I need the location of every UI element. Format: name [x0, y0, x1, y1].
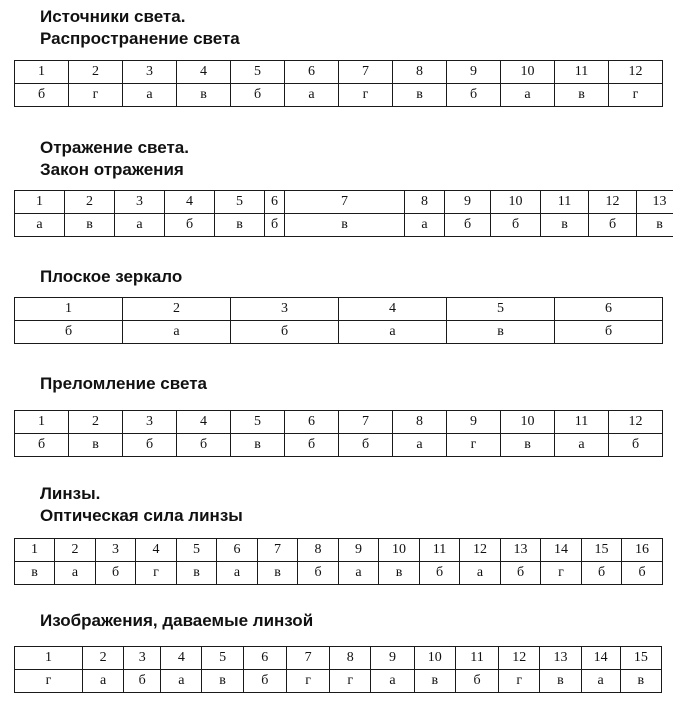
question-number: 1	[15, 191, 65, 214]
answer-cell: а	[581, 670, 620, 693]
answer-cell: б	[298, 562, 339, 585]
question-number: 10	[414, 647, 455, 670]
question-number: 12	[499, 647, 540, 670]
answer-cell: в	[202, 670, 243, 693]
question-number: 11	[420, 539, 460, 562]
answer-cell: в	[555, 84, 609, 107]
question-number: 5	[177, 539, 217, 562]
answer-cell: б	[455, 670, 498, 693]
answer-cell: б	[339, 434, 393, 457]
question-number: 4	[339, 298, 447, 321]
question-number: 14	[541, 539, 582, 562]
question-number: 1	[15, 298, 123, 321]
answer-cell: а	[123, 321, 231, 344]
answers-table-plane-mirror	[14, 297, 663, 344]
question-number: 6	[217, 539, 258, 562]
title-line: Распространение света	[40, 29, 240, 48]
section-title-lenses	[40, 483, 243, 527]
answer-cell: б	[243, 670, 286, 693]
answer-cell: г	[339, 84, 393, 107]
answers-row	[15, 562, 663, 585]
answer-cell: б	[96, 562, 136, 585]
answer-cell: б	[15, 84, 69, 107]
title-line: Источники света.	[40, 7, 186, 26]
question-number: 3	[115, 191, 165, 214]
question-number: 9	[447, 411, 501, 434]
answers-table-reflection	[14, 190, 673, 237]
answer-cell: в	[15, 562, 55, 585]
question-number: 8	[405, 191, 445, 214]
answer-cell: б	[555, 321, 663, 344]
answer-cell: а	[393, 434, 447, 457]
answer-cell: г	[69, 84, 123, 107]
question-number: 2	[55, 539, 96, 562]
answer-cell: г	[286, 670, 329, 693]
answers-row	[15, 214, 673, 237]
answer-cell: б	[15, 434, 69, 457]
answer-cell: а	[161, 670, 202, 693]
question-number: 15	[620, 647, 661, 670]
question-number: 13	[637, 191, 673, 214]
answer-cell: в	[637, 214, 673, 237]
answer-cell: а	[460, 562, 501, 585]
question-number: 8	[330, 647, 371, 670]
answer-cell: а	[501, 84, 555, 107]
title-line: Отражение света.	[40, 138, 189, 157]
title-line: Закон отражения	[40, 160, 184, 179]
answers-row	[15, 321, 663, 344]
question-number: 4	[177, 411, 231, 434]
answer-cell: г	[499, 670, 540, 693]
answer-cell: б	[609, 434, 663, 457]
question-number: 9	[445, 191, 491, 214]
answer-cell: б	[165, 214, 215, 237]
question-number: 8	[298, 539, 339, 562]
answers-row	[15, 434, 663, 457]
answer-cell: б	[622, 562, 663, 585]
answer-cell: а	[339, 562, 379, 585]
answer-cell: в	[379, 562, 420, 585]
answer-cell: г	[541, 562, 582, 585]
answers-table-light-sources	[14, 60, 663, 107]
question-number: 5	[202, 647, 243, 670]
question-number: 12	[589, 191, 637, 214]
question-number: 1	[15, 539, 55, 562]
answer-cell: б	[231, 84, 285, 107]
answer-cell: в	[285, 214, 405, 237]
answer-cell: в	[258, 562, 298, 585]
question-numbers-row	[15, 298, 663, 321]
answer-cell: в	[620, 670, 661, 693]
answer-cell: б	[582, 562, 622, 585]
answer-cell: г	[136, 562, 177, 585]
answer-cell: в	[447, 321, 555, 344]
answer-cell: б	[124, 670, 161, 693]
question-number: 4	[161, 647, 202, 670]
question-number: 7	[286, 647, 329, 670]
answer-cell: а	[15, 214, 65, 237]
answer-cell: а	[339, 321, 447, 344]
question-number: 11	[555, 411, 609, 434]
question-number: 7	[285, 191, 405, 214]
question-number: 3	[123, 61, 177, 84]
question-number: 13	[501, 539, 541, 562]
question-number: 2	[65, 191, 115, 214]
question-number: 10	[491, 191, 541, 214]
question-number: 3	[123, 411, 177, 434]
section-title-plane-mirror	[40, 266, 182, 288]
answer-cell: б	[420, 562, 460, 585]
question-number: 5	[215, 191, 265, 214]
question-number: 13	[540, 647, 581, 670]
answer-cell: г	[447, 434, 501, 457]
answer-cell: г	[609, 84, 663, 107]
question-number: 3	[124, 647, 161, 670]
title-line: Оптическая сила линзы	[40, 506, 243, 525]
answer-cell: в	[231, 434, 285, 457]
question-number: 12	[609, 411, 663, 434]
question-number: 11	[541, 191, 589, 214]
question-number: 4	[136, 539, 177, 562]
question-number: 1	[15, 61, 69, 84]
question-number: 2	[123, 298, 231, 321]
answer-cell: а	[115, 214, 165, 237]
answer-cell: а	[217, 562, 258, 585]
question-number: 6	[285, 411, 339, 434]
section-title-refraction	[40, 373, 207, 395]
answers-row	[15, 670, 662, 693]
question-number: 2	[82, 647, 123, 670]
question-number: 3	[231, 298, 339, 321]
answer-cell: а	[555, 434, 609, 457]
title-line: Плоское зеркало	[40, 267, 183, 286]
answer-cell: б	[15, 321, 123, 344]
answer-cell: в	[65, 214, 115, 237]
answer-cell: б	[501, 562, 541, 585]
answer-cell: б	[231, 321, 339, 344]
question-number: 10	[379, 539, 420, 562]
answer-cell: б	[123, 434, 177, 457]
question-number: 9	[371, 647, 414, 670]
section-title-light-sources	[40, 6, 240, 50]
question-number: 7	[258, 539, 298, 562]
answer-cell: б	[589, 214, 637, 237]
answer-cell: б	[447, 84, 501, 107]
answer-cell: в	[540, 670, 581, 693]
answer-cell: г	[15, 670, 83, 693]
title-line: Изображения, даваемые линзой	[40, 611, 314, 630]
question-number: 1	[15, 647, 83, 670]
answer-cell: б	[265, 214, 285, 237]
question-number: 9	[447, 61, 501, 84]
question-number: 8	[393, 61, 447, 84]
answer-cell: а	[285, 84, 339, 107]
question-number: 2	[69, 411, 123, 434]
answer-cell: в	[177, 562, 217, 585]
answer-cell: б	[445, 214, 491, 237]
answer-cell: б	[177, 434, 231, 457]
question-number: 11	[455, 647, 498, 670]
question-number: 6	[265, 191, 285, 214]
answer-cell: а	[123, 84, 177, 107]
section-title-reflection	[40, 137, 189, 181]
question-number: 6	[285, 61, 339, 84]
answers-table-lenses	[14, 538, 663, 585]
title-line: Преломление света	[40, 374, 207, 393]
question-number: 12	[460, 539, 501, 562]
question-number: 6	[243, 647, 286, 670]
question-number: 11	[555, 61, 609, 84]
question-number: 6	[555, 298, 663, 321]
answer-cell: б	[285, 434, 339, 457]
question-numbers-row	[15, 61, 663, 84]
answers-table-lens-images	[14, 646, 662, 693]
question-number: 5	[447, 298, 555, 321]
answer-cell: в	[541, 214, 589, 237]
question-numbers-row	[15, 539, 663, 562]
question-number: 10	[501, 61, 555, 84]
question-number: 4	[165, 191, 215, 214]
question-number: 10	[501, 411, 555, 434]
question-number: 5	[231, 61, 285, 84]
question-number: 8	[393, 411, 447, 434]
answer-cell: а	[405, 214, 445, 237]
answer-cell: в	[393, 84, 447, 107]
title-line: Линзы.	[40, 484, 101, 503]
answers-table-refraction	[14, 410, 663, 457]
question-number: 7	[339, 61, 393, 84]
answer-cell: в	[177, 84, 231, 107]
answer-cell: в	[69, 434, 123, 457]
question-numbers-row	[15, 647, 662, 670]
question-number: 5	[231, 411, 285, 434]
answers-row	[15, 84, 663, 107]
answer-cell: а	[371, 670, 414, 693]
question-number: 15	[582, 539, 622, 562]
answer-cell: а	[55, 562, 96, 585]
question-number: 9	[339, 539, 379, 562]
question-number: 4	[177, 61, 231, 84]
question-number: 14	[581, 647, 620, 670]
answer-cell: в	[414, 670, 455, 693]
answer-cell: в	[501, 434, 555, 457]
answer-cell: в	[215, 214, 265, 237]
question-numbers-row	[15, 191, 673, 214]
question-number: 7	[339, 411, 393, 434]
section-title-lens-images	[40, 610, 313, 632]
question-number: 2	[69, 61, 123, 84]
question-number: 16	[622, 539, 663, 562]
answer-cell: а	[82, 670, 123, 693]
answer-cell: б	[491, 214, 541, 237]
question-numbers-row	[15, 411, 663, 434]
question-number: 1	[15, 411, 69, 434]
question-number: 3	[96, 539, 136, 562]
answer-cell: г	[330, 670, 371, 693]
question-number: 12	[609, 61, 663, 84]
